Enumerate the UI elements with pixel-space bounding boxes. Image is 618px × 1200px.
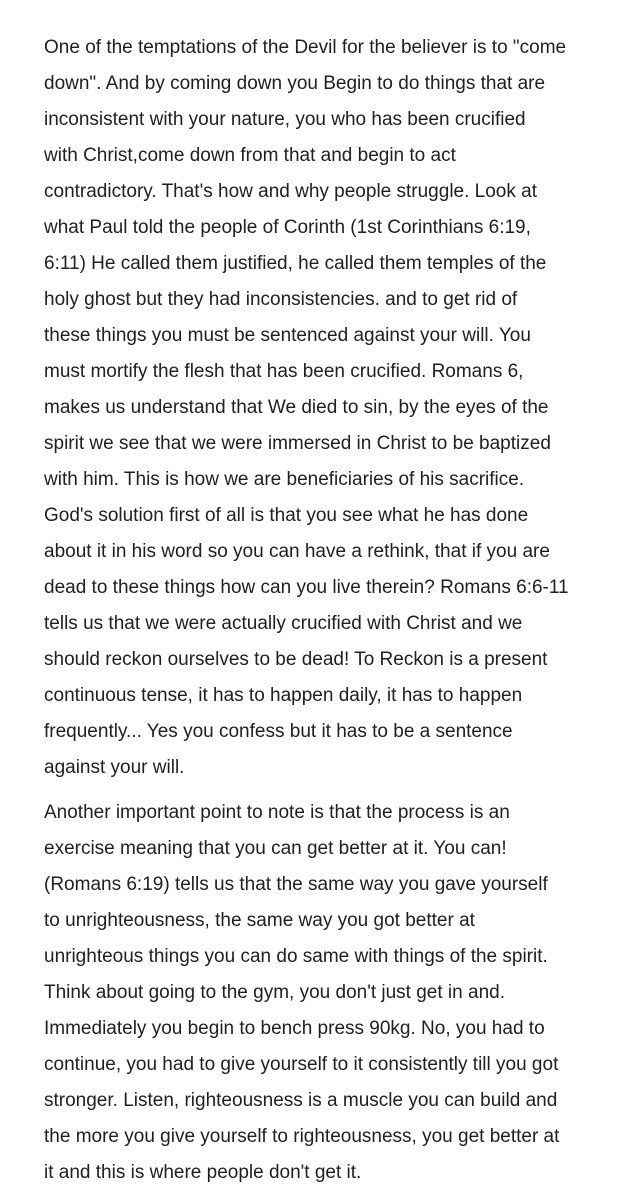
text-line: unrighteous things you can do same with things of the spirit. xyxy=(44,946,548,967)
text-line: Immediately you begin to bench press 90kg. No, you had to xyxy=(44,1018,545,1039)
text-line: inconsistent with your nature, you who has been crucified xyxy=(44,109,526,130)
text-line: these things you must be sentenced against your will. You xyxy=(44,325,531,346)
text-line: with him. This is how we are beneficiaries of his sacrifice. xyxy=(44,469,525,490)
text-line: 6:11) He called them justified, he called them temples of the xyxy=(44,253,547,274)
article-body xyxy=(44,30,592,1191)
text-line: it and this is where people don't get it. xyxy=(44,1162,362,1183)
text-line: holy ghost but they had inconsistencies. and to get rid of xyxy=(44,289,518,310)
text-line: about it in his word so you can have a rethink, that if you are xyxy=(44,541,550,562)
text-line: against your will. xyxy=(44,757,185,778)
text-line: Think about going to the gym, you don't just get in and. xyxy=(44,982,505,1003)
text-line: the more you give yourself to righteousness, you get better at xyxy=(44,1126,560,1147)
paragraph-1 xyxy=(44,30,592,786)
text-line: dead to these things how can you live therein? Romans 6:6-11 xyxy=(44,577,569,598)
text-line: continuous tense, it has to happen daily, it has to happen xyxy=(44,685,523,706)
text-line: exercise meaning that you can get better at it. You can! xyxy=(44,838,507,859)
text-line: with Christ,come down from that and begin to act xyxy=(44,145,456,166)
text-line: (Romans 6:19) tells us that the same way you gave yourself xyxy=(44,874,548,895)
text-line: spirit we see that we were immersed in Christ to be baptized xyxy=(44,433,551,454)
text-line: what Paul told the people of Corinth (1st Corinthians 6:19, xyxy=(44,217,531,238)
text-line: frequently... Yes you confess but it has to be a sentence xyxy=(44,721,513,742)
text-line: contradictory. That's how and why people struggle. Look at xyxy=(44,181,537,202)
text-line: tells us that we were actually crucified with Christ and we xyxy=(44,613,523,634)
text-line: down". And by coming down you Begin to do things that are xyxy=(44,73,546,94)
paragraph-2 xyxy=(44,795,592,1191)
text-line: God's solution first of all is that you see what he has done xyxy=(44,505,529,526)
text-line: should reckon ourselves to be dead! To Reckon is a present xyxy=(44,649,548,670)
text-line: makes us understand that We died to sin, by the eyes of the xyxy=(44,397,549,418)
text-line: must mortify the flesh that has been crucified. Romans 6, xyxy=(44,361,524,382)
text-line: Another important point to note is that the process is an xyxy=(44,802,510,823)
text-line: continue, you had to give yourself to it consistently till you got xyxy=(44,1054,559,1075)
text-line: One of the temptations of the Devil for the believer is to "come xyxy=(44,37,567,58)
text-line: to unrighteousness, the same way you got better at xyxy=(44,910,475,931)
text-line: stronger. Listen, righteousness is a muscle you can build and xyxy=(44,1090,558,1111)
